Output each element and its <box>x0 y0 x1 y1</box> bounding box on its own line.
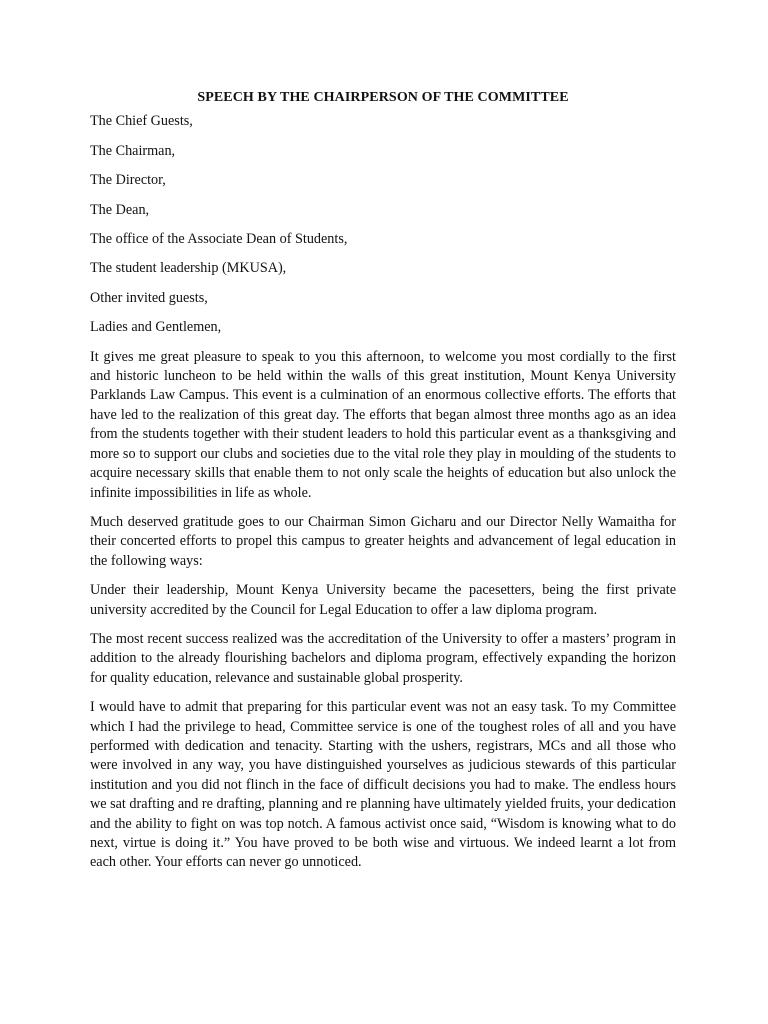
body-paragraph: Much deserved gratitude goes to our Chairman Simon Gicharu and our Director Nelly Wamaitha for their concerted efforts to propel this campus to greater heights and advancement of legal education in the following ways: <box>90 513 676 569</box>
salutation-line: The Director, <box>90 172 166 189</box>
salutation-list <box>90 112 676 337</box>
document-page <box>90 88 676 883</box>
salutation-line: The student leadership (MKUSA), <box>90 260 287 277</box>
salutation-line: The Chief Guests, <box>90 113 193 130</box>
body-paragraph: Under their leadership, Mount Kenya University became the pacesetters, being the first private university accredited by the Council for Legal Education to offer a law diploma program. <box>90 582 676 618</box>
salutation-line: The Dean, <box>90 201 150 218</box>
speech-title: SPEECH BY THE CHAIRPERSON OF THE COMMITTEE <box>197 90 569 105</box>
salutation-line: Ladies and Gentlemen, <box>90 319 222 336</box>
body-paragraph: The most recent success realized was the accreditation of the University to offer a masters’ program in addition to the already flourishing bachelors and diploma program, effectively expanding the horizon for quality education, relevance and sustainable global prosperity. <box>90 630 676 686</box>
body-paragraph: It gives me great pleasure to speak to you this afternoon, to welcome you most cordially to the first and historic luncheon to be held within the walls of this great institution, Mount Kenya University Parklands Law Campus. This event is a culmination of an enormous collective efforts. The efforts that have led to the realization of this great day. The efforts that began almost three months ago as an idea from the students together with their student leaders to hold this particular event as a thanksgiving and more so to support our clubs and societies due to the vital role they play in moulding of the students to acquire necessary skills that enable them to not only scale the heights of education but also unlock the infinite impossibilities in life as whole. <box>90 348 676 501</box>
salutation-line: The office of the Associate Dean of Students, <box>90 231 348 248</box>
salutation-line: The Chairman, <box>90 142 176 159</box>
body-paragraph: I would have to admit that preparing for this particular event was not an easy task. To my Committee which I had the privilege to head, Committee service is one of the toughest roles of all and you have performed with dedication and tenacity. Starting with the ushers, registrars, MCs and all those who were involved in any way, you have distinguished yourselves as judicious stewards of this particular institution and you did not flinch in the face of difficult decisions you had to make. The endless hours we sat drafting and re drafting, planning and re planning have ultimately yielded fruits, your dedication and the ability to fight on was top notch. A famous activist once said, “Wisdom is knowing what to do next, virtue is doing it.” You have proved to be both wise and virtuous. We indeed learnt a lot from each other. Your efforts can never go unnoticed. <box>90 699 676 871</box>
salutation-line: Other invited guests, <box>90 289 208 306</box>
